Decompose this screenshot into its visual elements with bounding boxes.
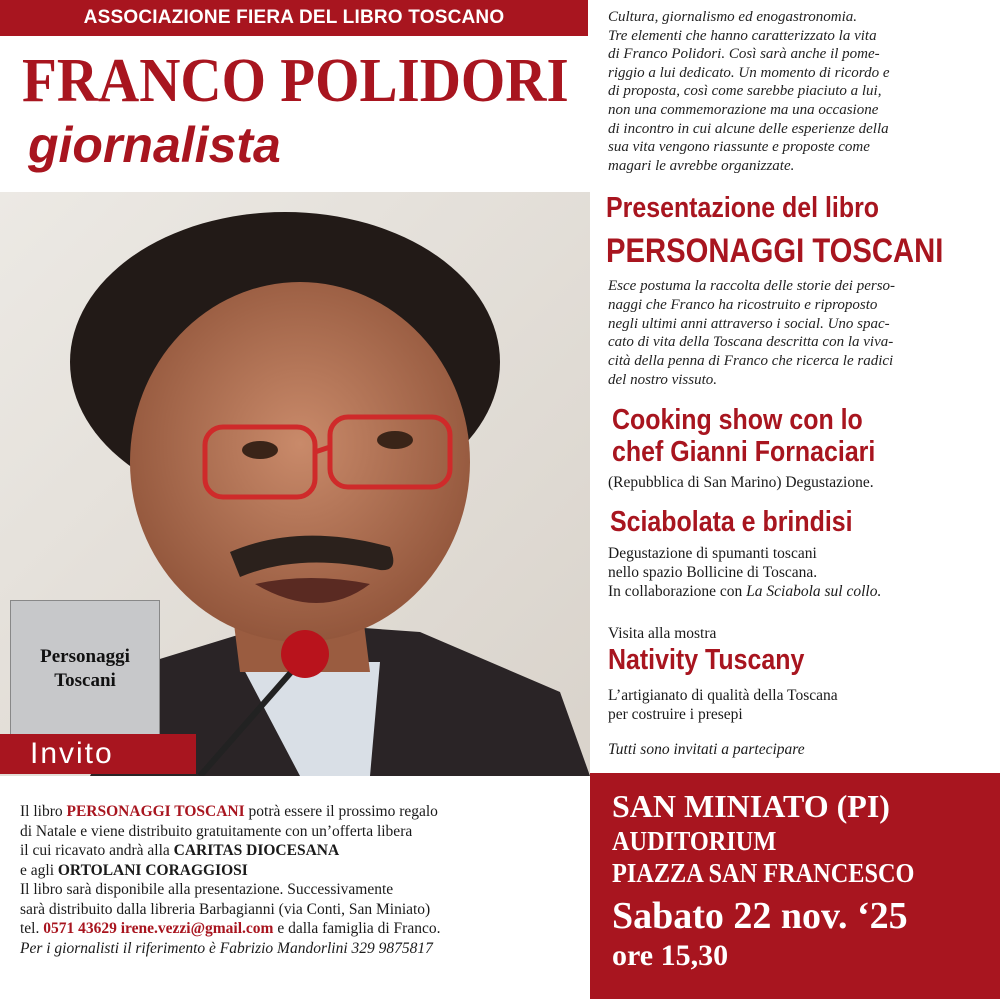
ortolani-highlight: ORTOLANI CORAGGIOSI bbox=[57, 861, 248, 879]
presentation-line: del nostro vissuto. bbox=[608, 371, 718, 388]
honoree-role: giornalista bbox=[28, 117, 281, 173]
presentation-line: Esce postuma la raccolta delle storie dei perso- bbox=[608, 278, 896, 294]
event-date: Sabato 22 nov. ‘25 bbox=[612, 895, 908, 937]
presentation-line: naggi che Franco ha ricostruito e riproposto bbox=[608, 296, 878, 313]
book-cover-line: Toscani bbox=[54, 670, 116, 691]
book-cover-line: Personaggi bbox=[40, 646, 130, 667]
book-info-line: di Natale e viene distribuito gratuitamente con un’offerta libera bbox=[20, 822, 413, 840]
nativity-text bbox=[608, 686, 998, 724]
intro-paragraph bbox=[608, 8, 992, 175]
intro-line: Cultura, giornalismo ed enogastronomia. bbox=[608, 9, 858, 25]
honoree-name: FRANCO POLIDORI bbox=[22, 47, 569, 115]
venue-box bbox=[590, 773, 1000, 999]
invito-label bbox=[0, 734, 196, 774]
cooking-show-title bbox=[612, 404, 875, 468]
cooking-subtitle: (Repubblica di San Marino) Degustazione. bbox=[608, 474, 874, 491]
sciabolata-line bbox=[608, 582, 998, 601]
visit-prefix: Visita alla mostra bbox=[608, 625, 717, 642]
presentation-line: negli ultimi anni attraverso i social. Uno spac- bbox=[608, 315, 890, 332]
intro-line: Tre elementi che hanno caratterizzato la vita bbox=[608, 27, 877, 44]
nativity-title: Nativity Tuscany bbox=[608, 644, 805, 676]
intro-line: di incontro in cui alcune delle esperienze della bbox=[608, 120, 889, 137]
sciabolata-line: nello spazio Bollicine di Toscana. bbox=[608, 564, 818, 581]
invito-text: Invito bbox=[30, 737, 114, 770]
presentation-paragraph bbox=[608, 277, 994, 390]
caritas-highlight: CARITAS DIOCESANA bbox=[173, 842, 340, 859]
intro-line: riggio a lui dedicato. Un momento di ricordo e bbox=[608, 64, 890, 81]
partner-name: La Sciabola sul collo. bbox=[746, 583, 882, 600]
intro-line: di proposta, così come sarebbe piaciuto a lui, bbox=[608, 83, 882, 100]
book-info-line bbox=[20, 861, 588, 881]
event-time: ore 15,30 bbox=[612, 939, 729, 972]
presentation-title: Presentazione del libro bbox=[606, 192, 880, 224]
presentation-book-title: PERSONAGGI TOSCANI bbox=[606, 232, 944, 270]
sciabolata-line: Degustazione di spumanti toscani bbox=[608, 545, 817, 562]
book-info-line: sarà distribuito dalla libreria Barbagianni (via Conti, San Miniato) bbox=[20, 900, 431, 918]
presentation-line: cato di vita della Toscana descritta con la viva- bbox=[608, 334, 894, 351]
book-info-line: Il libro sarà disponibile alla presentazione. Successivamente bbox=[20, 881, 394, 898]
book-info bbox=[20, 802, 588, 958]
venue-square: PIAZZA SAN FRANCESCO bbox=[612, 858, 915, 888]
text-fragment: e dalla famiglia di Franco. bbox=[273, 920, 441, 937]
venue-place: AUDITORIUM bbox=[612, 826, 777, 856]
cooking-title-line: chef Gianni Fornaciari bbox=[612, 436, 876, 468]
invite-all-text: Tutti sono invitati a partecipare bbox=[608, 741, 805, 758]
association-banner bbox=[0, 0, 588, 36]
text-fragment: il cui ricavato andrà alla bbox=[20, 842, 174, 859]
book-info-line bbox=[20, 841, 588, 861]
sciabolata-text bbox=[608, 544, 998, 601]
book-info-line: Per i giornalisti il riferimento è Fabrizio Mandorlini 329 9875817 bbox=[20, 939, 433, 957]
sciabolata-title: Sciabolata e brindisi bbox=[610, 506, 853, 538]
venue-city: SAN MINIATO (PI) bbox=[612, 788, 890, 824]
intro-line: di Franco Polidori. Così sarà anche il pome- bbox=[608, 46, 880, 63]
book-info-line bbox=[20, 802, 588, 822]
text-fragment: potrà essere il prossimo regalo bbox=[244, 803, 438, 820]
cooking-title-line: Cooking show con lo bbox=[612, 404, 863, 436]
association-name: ASSOCIAZIONE FIERA DEL LIBRO TOSCANO bbox=[83, 7, 505, 28]
book-name-highlight: PERSONAGGI TOSCANI bbox=[66, 803, 245, 820]
presentation-line: cità della penna di Franco che ricerca le radici bbox=[608, 353, 894, 370]
book-cover bbox=[10, 600, 160, 738]
text-fragment: In collaborazione con bbox=[608, 583, 747, 600]
intro-line: non una commemorazione ma una occasione bbox=[608, 101, 879, 118]
intro-line: magari le avrebbe organizzate. bbox=[608, 157, 795, 174]
intro-line: sua vita vengono riassunte e proposte come bbox=[608, 139, 870, 156]
text-fragment: Il libro bbox=[20, 803, 67, 820]
text-fragment: e agli bbox=[20, 861, 58, 879]
book-info-line bbox=[20, 919, 588, 939]
contact-link[interactable]: 0571 43629 irene.vezzi@gmail.com bbox=[43, 920, 274, 937]
text-fragment: tel. bbox=[20, 920, 44, 937]
book-cover-title bbox=[40, 645, 130, 693]
nativity-line: per costruire i presepi bbox=[608, 706, 743, 723]
nativity-line: L’artigianato di qualità della Toscana bbox=[608, 687, 838, 704]
